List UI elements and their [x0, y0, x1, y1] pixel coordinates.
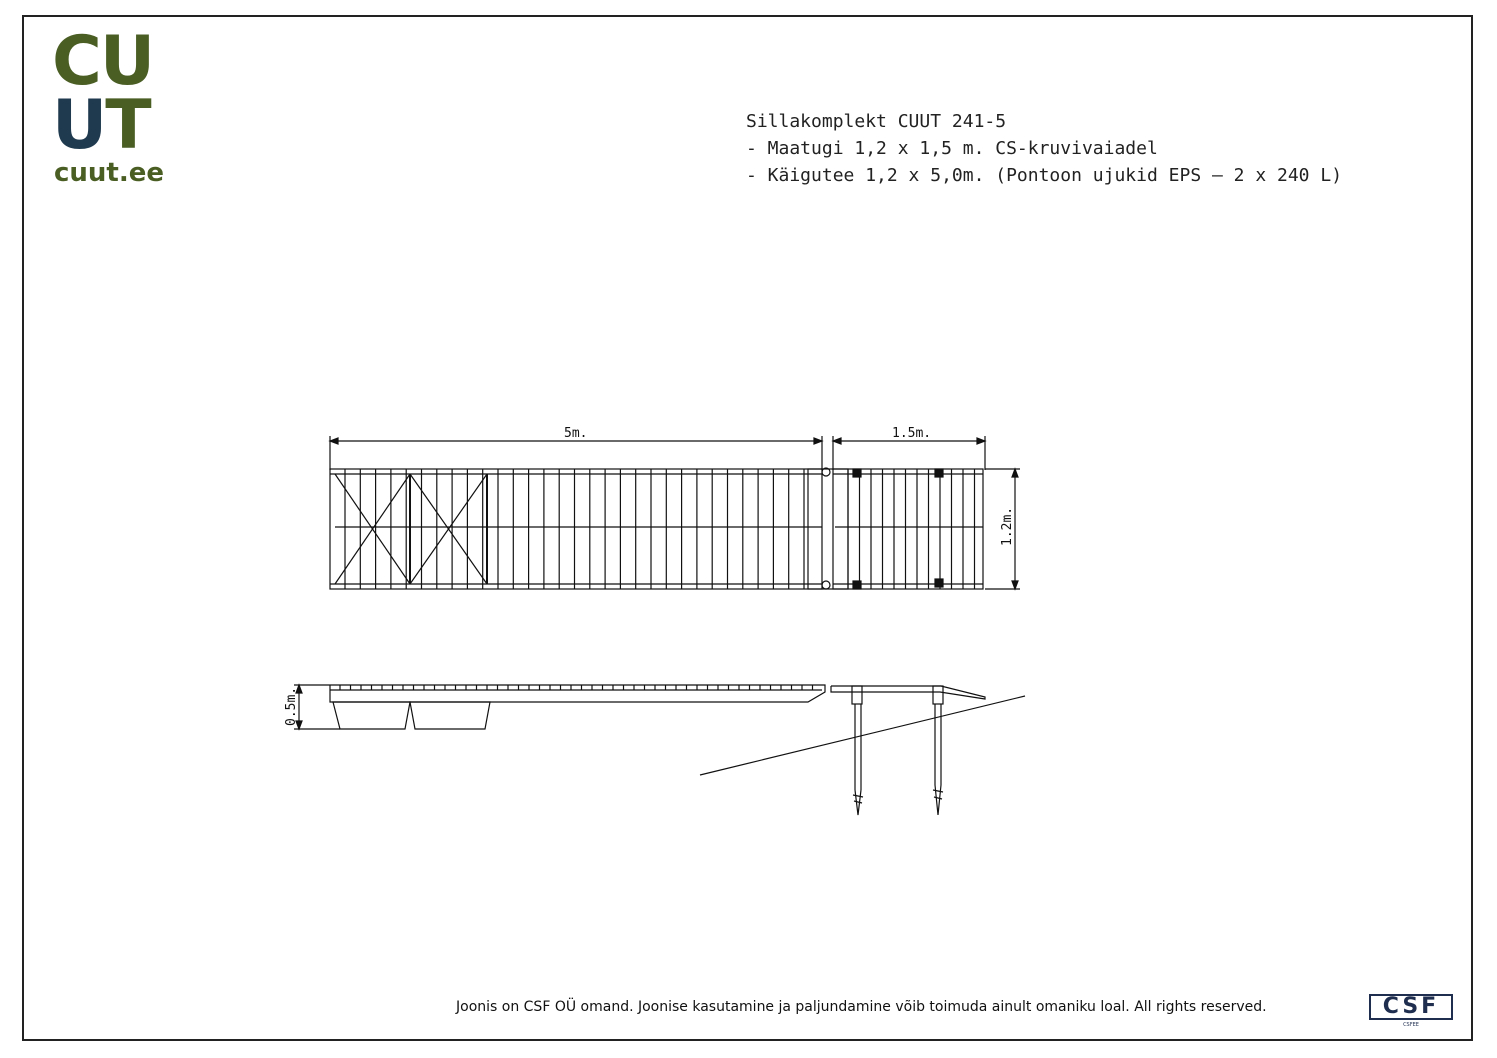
- logo-line-1: CU: [52, 22, 154, 101]
- title-line-2: - Maatugi 1,2 x 1,5 m. CS-kruvivaiadel: [746, 138, 1158, 159]
- hinge-connector: [808, 468, 861, 589]
- logo-line-2: UT: [52, 86, 150, 165]
- logo-domain: cuut.ee: [54, 158, 165, 188]
- title-line-1: Sillakomplekt CUUT 241-5: [746, 111, 1007, 132]
- copyright-note: Joonis on CSF OÜ omand. Joonise kasutamine ja paljundamine võib toimuda ainult omaniku loal. All rights reserved.: [456, 999, 1267, 1015]
- support-slats: [848, 469, 975, 589]
- walkway-bracing: [335, 474, 487, 584]
- land-support-plan: [833, 469, 983, 589]
- title-line-3: - Käigutee 1,2 x 5,0m. (Pontoon ujukid EPS — 2 x 240 L): [746, 165, 1343, 186]
- support-side-view: [831, 686, 985, 704]
- walkway-plan: [330, 469, 822, 589]
- ground-line: [700, 696, 1025, 775]
- pontoon-floats: [333, 702, 490, 729]
- dim-support-length: [833, 436, 985, 470]
- csf-logo-subtext: CSFEE: [1403, 1022, 1419, 1028]
- walkway-side-view: [330, 685, 825, 702]
- dim-walkway-length: [330, 436, 822, 470]
- label-height: 0.5m.: [284, 686, 299, 726]
- dim-height: [294, 685, 340, 729]
- csf-logo: [1369, 994, 1453, 1028]
- label-walkway-length: 5m.: [564, 426, 588, 441]
- label-width: 1.2m.: [1000, 506, 1015, 546]
- csf-logo-text: CSF: [1369, 994, 1453, 1020]
- screw-piles: [853, 704, 943, 815]
- label-support-length: 1.5m.: [892, 426, 932, 441]
- walkway-slats: [345, 469, 804, 589]
